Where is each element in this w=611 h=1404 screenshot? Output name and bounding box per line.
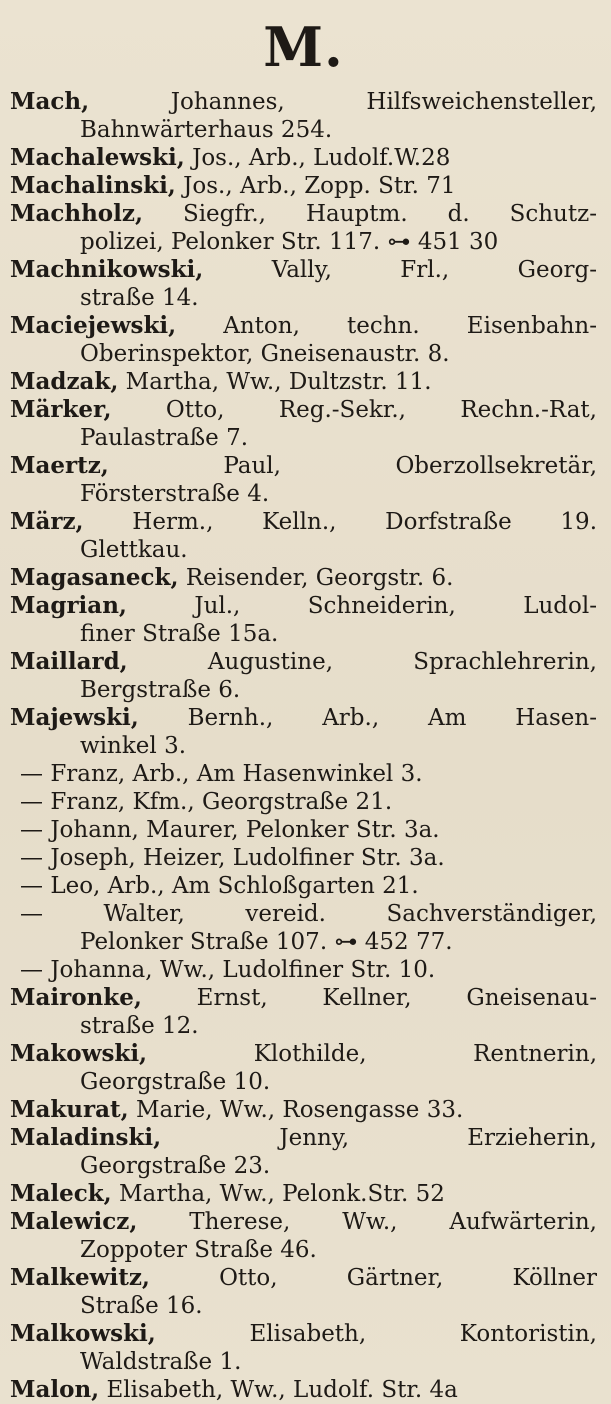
entry-surname: Maillard, [10,648,128,675]
entry-details: Reisender, Georgstr. 6. [185,565,454,591]
entry-continuation: Waldstraße 1. [80,1349,242,1375]
entry-surname: Majewski, [10,704,139,731]
entry-details: Walter, vereid. Sachverständiger, [103,901,597,927]
entry-details: Otto, Reg.-Sekr., Rechn.-Rat, [165,397,597,423]
entry-surname: Makowski, [10,1040,148,1067]
entry-details: Anton, techn. Eisenbahn- [223,313,597,339]
directory-entry [10,452,597,508]
entry-surname: März, [10,508,84,535]
entry-dash: — [20,845,43,871]
directory-entry [10,368,597,396]
directory-entry [10,1376,597,1404]
directory-entry [10,1208,597,1264]
entry-details: Jenny, Erzieherin, [279,1125,597,1151]
directory-entry [10,172,597,200]
entry-surname: Machholz, [10,200,143,227]
entry-details: Martha, Ww., Dultzstr. 11. [125,369,432,395]
directory-entry [10,1264,597,1320]
entry-surname: Magasaneck, [10,564,179,591]
entry-surname: Maladinski, [10,1124,162,1151]
directory-entry [10,1096,597,1124]
directory-entry [10,144,597,172]
directory-entry [10,984,597,1040]
entry-details: Siegfr., Hauptm. d. Schutz- [182,201,597,227]
entry-surname: Malkowski, [10,1320,156,1347]
directory-entry [10,900,597,956]
entry-dash: — [20,901,43,927]
entry-details: Joseph, Heizer, Ludolfiner Str. 3a. [50,845,445,871]
directory-entry [10,704,597,760]
entry-surname: Machalewski, [10,144,185,171]
section-letter-heading: M. [263,15,344,79]
entry-continuation: finer Straße 15a. [80,621,279,647]
entry-details: Jos., Arb., Zopp. Str. 71 [183,173,456,199]
directory-entry [10,788,597,816]
entry-continuation: straße 14. [80,285,199,311]
entry-details: Herm., Kelln., Dorfstraße 19. [132,509,597,535]
entry-dash: — [20,873,43,899]
entry-dash: — [20,761,43,787]
entry-continuation: polizei, Pelonker Str. 117. ⊶ 451 30 [80,229,499,255]
entry-surname: Maironke, [10,984,142,1011]
directory-entry [10,256,597,312]
directory-entry [10,1180,597,1208]
directory-entry [10,648,597,704]
directory-entry [10,1320,597,1376]
entry-details: Johannes, Hilfsweichensteller, [170,89,597,115]
entry-continuation: Georgstraße 10. [80,1069,271,1095]
entry-surname: Machalinski, [10,172,176,199]
entry-surname: Märker, [10,396,112,423]
entry-continuation: Glettkau. [80,537,188,563]
entry-details: Franz, Arb., Am Hasenwinkel 3. [50,761,423,787]
entry-details: Johanna, Ww., Ludolfiner Str. 10. [50,957,436,983]
directory-entry [10,200,597,256]
directory-entry [10,564,597,592]
directory-entry [10,592,597,648]
directory-entry [10,1040,597,1096]
entry-details: Elisabeth, Kontoristin, [249,1321,597,1347]
directory-entry [10,872,597,900]
entry-continuation: winkel 3. [80,733,187,759]
directory-entry [10,816,597,844]
entry-details: Franz, Kfm., Georgstraße 21. [50,789,393,815]
entry-continuation: Zoppoter Straße 46. [80,1237,317,1263]
entry-surname: Malon, [10,1376,100,1403]
entry-surname: Madzak, [10,368,119,395]
entry-details: Bernh., Arb., Am Hasen- [187,705,597,731]
entry-surname: Maleck, [10,1180,112,1207]
entry-surname: Machnikowski, [10,256,204,283]
entry-surname: Malewicz, [10,1208,138,1235]
directory-entry [10,956,597,984]
directory-entry [10,1124,597,1180]
entry-surname: Maciejewski, [10,312,177,339]
directory-entry [10,760,597,788]
entry-details: Jos., Arb., Ludolf.W.28 [192,145,451,171]
directory-entry [10,844,597,872]
entry-dash: — [20,817,43,843]
entry-list [10,88,597,1404]
entry-details: Klothilde, Rentnerin, [253,1041,597,1067]
directory-entry [10,508,597,564]
entry-details: Ernst, Kellner, Gneisenau- [196,985,597,1011]
entry-surname: Maertz, [10,452,109,479]
entry-continuation: Bahnwärterhaus 254. [80,117,333,143]
entry-continuation: Försterstraße 4. [80,481,270,507]
entry-surname: Malkewitz, [10,1264,150,1291]
entry-details: Otto, Gärtner, Köllner [219,1265,597,1291]
entry-continuation: Bergstraße 6. [80,677,241,703]
entry-dash: — [20,957,43,983]
entry-continuation: straße 12. [80,1013,199,1039]
entry-details: Therese, Ww., Aufwärterin, [189,1209,597,1235]
entry-continuation: Straße 16. [80,1293,203,1319]
directory-entry [10,312,597,368]
entry-details: Leo, Arb., Am Schloßgarten 21. [50,873,419,899]
entry-details: Paul, Oberzollsekretär, [223,453,597,479]
entry-continuation: Georgstraße 23. [80,1153,271,1179]
entry-surname: Magrian, [10,592,127,619]
entry-continuation: Oberinspektor, Gneisenaustr. 8. [80,341,450,367]
entry-surname: Mach, [10,88,90,115]
entry-details: Elisabeth, Ww., Ludolf. Str. 4a [106,1377,458,1403]
directory-entry [10,396,597,452]
entry-details: Augustine, Sprachlehrerin, [207,649,597,675]
entry-details: Jul., Schneiderin, Ludol- [194,593,597,619]
entry-details: Johann, Maurer, Pelonker Str. 3a. [50,817,440,843]
entry-details: Marie, Ww., Rosengasse 33. [136,1097,464,1123]
entry-details: Martha, Ww., Pelonk.Str. 52 [119,1181,445,1207]
directory-entry [10,88,597,144]
entry-continuation: Paulastraße 7. [80,425,249,451]
entry-details: Vally, Frl., Georg- [271,257,597,283]
entry-continuation: Pelonker Straße 107. ⊶ 452 77. [80,929,453,955]
entry-dash: — [20,789,43,815]
entry-surname: Makurat, [10,1096,129,1123]
